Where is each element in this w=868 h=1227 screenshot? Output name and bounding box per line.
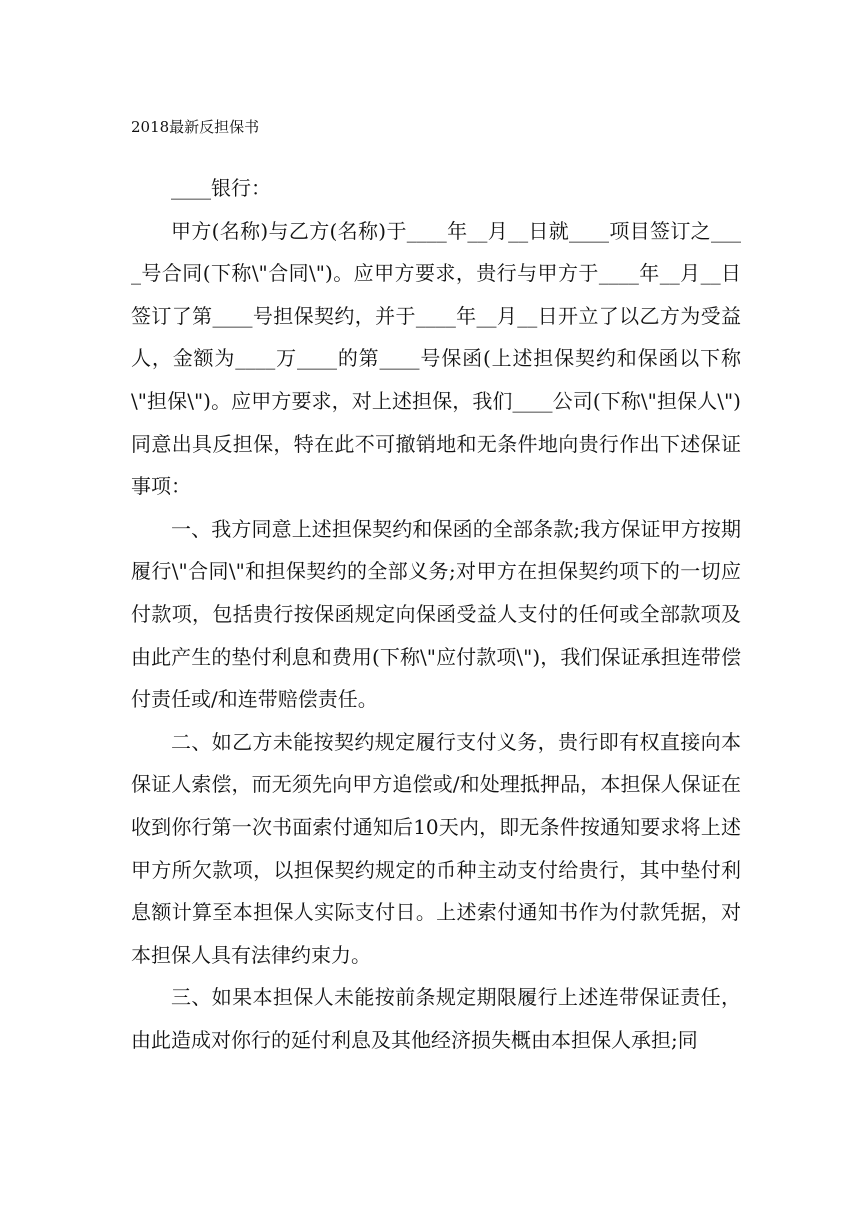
salutation: ____银行： [171, 176, 271, 200]
paragraph-clause-3: 三、如果本担保人未能按前条规定期限履行上述连带保证责任，由此造成对你行的延付利息及其他经济损失概由本担保人承担;同 [131, 985, 741, 1052]
document-title: 2018最新反担保书 [131, 118, 260, 136]
paragraph-clause-1: 一、我方同意上述担保契约和保函的全部条款;我方保证甲方按期履行\"合同\"和担保契约的全部义务;对甲方在担保契约项下的一切应付款项，包括贵行按保函规定向保函受益人支付的任何或全部款项及由此产生的垫付利息和费用(下称\"应付款项\")，我们保证承担连带偿付责任或/和连带赔偿责任。 [131, 516, 741, 712]
paragraph-intro: 甲方(名称)与乙方(名称)于____年__月__日就____项目签订之____号合同(下称\"合同\")。应甲方要求，贵行与甲方于____年__月__日签订了第____号担保契约，并于____年__月__日开立了以乙方为受益人，金额为____万____的第____号保函(上述担保契约和保函以下称\"担保\")。应甲方要求，对上述担保，我们____公司(下称\"担保人\")同意出具反担保，特在此不可撤销地和无条件地向贵行作出下述保证事项： [131, 218, 741, 499]
document-body [131, 167, 741, 1061]
paragraph-clause-2: 二、如乙方未能按契约规定履行支付义务，贵行即有权直接向本保证人索偿，而无须先向甲方追偿或/和处理抵押品，本担保人保证在收到你行第一次书面索付通知后10天内，即无条件按通知要求将上述甲方所欠款项，以担保契约规定的币种主动支付给贵行，其中垫付利息额计算至本担保人实际支付日。上述索付通知书作为付款凭据，对本担保人具有法律约束力。 [131, 729, 741, 967]
